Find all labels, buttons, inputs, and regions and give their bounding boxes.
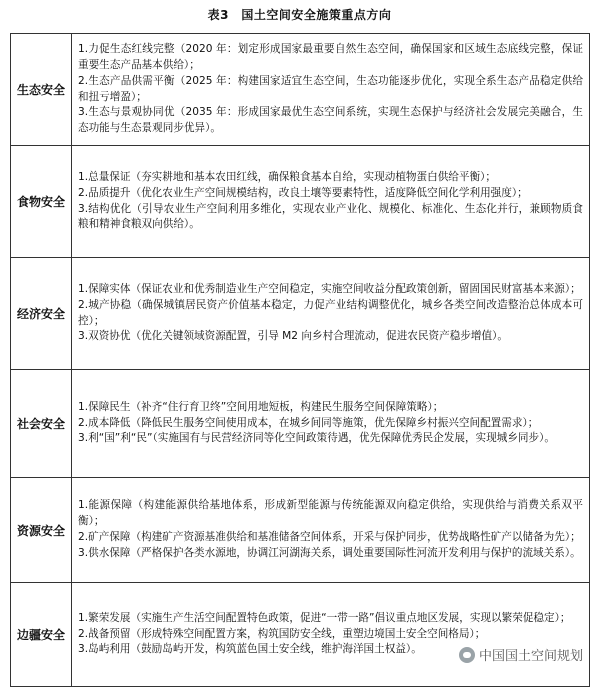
content-cell xyxy=(72,583,590,687)
table-row xyxy=(11,258,590,370)
list-item: 1.力促生态红线完整（2020 年：划定形成国家最重要自然生态空间，确保国家和区域生态底线完整，保证重要生态产品基本供给）； xyxy=(78,43,583,71)
category-cell: 边疆安全 xyxy=(11,583,72,687)
list-item: 1.保障实体（保证农业和优秀制造业生产空间稳定，实施空间收益分配政策创新，留固国民财富基本来源）； xyxy=(78,282,581,295)
list-item: 2.城产协稳（确保城镇居民资产价值基本稳定，力促产业结构调整优化，城乡各类空间改造整治总体成本可控）； xyxy=(78,298,583,327)
list-item: 1.总量保证（夯实耕地和基本农田红线，确保粮食基本自给，实现动植物蛋白供给平衡）； xyxy=(78,170,496,183)
list-item: 1.保障民生（补齐“住行育卫终”空间用地短板，构建民生服务空间保障策略）； xyxy=(78,400,444,413)
table-row xyxy=(11,478,590,583)
category-cell: 资源安全 xyxy=(11,478,72,583)
category-cell: 食物安全 xyxy=(11,146,72,258)
list-item: 3.供水保障（严格保护各类水源地，协调江河湖海关系，调处重要国际性河流开发利用与保护的流域关系）。 xyxy=(78,546,581,559)
list-item: 3.利“国”利“民”（实施国有与民营经济同等化空间政策待遇，优先保障优秀民企发展，实现城乡同步）。 xyxy=(78,432,555,445)
watermark-text: 中国国土空间规划 xyxy=(478,649,583,664)
wechat-icon xyxy=(459,647,475,663)
watermark xyxy=(455,644,587,665)
list-item: 1.能源保障（构建能源供给基地体系，形成新型能源与传统能源双向稳定供给，实现供给与消费关系双平衡）； xyxy=(78,499,583,528)
list-item: 2.战备预留（形成特殊空间配置方案，构筑国防安全线，重塑边境国土安全空间格局）； xyxy=(78,627,486,640)
list-item: 2.成本降低（降低民生服务空间使用成本，在城乡间同等施策，优先保障乡村振兴空间配置需求）； xyxy=(78,416,539,429)
content-cell xyxy=(72,370,590,478)
list-item: 3.岛屿利用（鼓励岛屿开发，构筑蓝色国土安全线，维护海洋国土权益）。 xyxy=(78,643,422,656)
list-item: 3.生态与景观协同优（2035 年：形成国家最优生态空间系统，实现生态保护与经济社会发展完美融合，生态功能与生态景观同步优异）。 xyxy=(78,106,583,135)
list-item: 3.结构优化（引导农业生产空间利用多维化，实现农业产业化、规模化、标准化、生态化并行，兼顾物质食粮和精神食粮双向供给）。 xyxy=(78,202,583,231)
table-row xyxy=(11,370,590,478)
content-cell xyxy=(72,478,590,583)
content-cell xyxy=(72,146,590,258)
category-cell: 生态安全 xyxy=(11,34,72,146)
content-cell xyxy=(72,34,590,146)
table-row xyxy=(11,146,590,258)
list-item: 2.生态产品供需平衡（2025 年：构建国家适宜生态空间，生态功能逐步优化，实现全系生态产品稳定供给和扭亏增盈）； xyxy=(78,74,583,103)
list-item: 2.品质提升（优化农业生产空间规模结构，改良土壤等要素特性，适度降低空间化学利用强度）； xyxy=(78,186,528,199)
content-cell xyxy=(72,258,590,370)
list-item: 3.双资协优（优化关键领域资源配置，引导 M2 向乡村合理流动，促进农民资产稳步增值）。 xyxy=(78,330,508,343)
table-row xyxy=(11,583,590,687)
category-cell: 经济安全 xyxy=(11,258,72,370)
list-item: 2.矿产保障（构建矿产资源基准供给和基准储备空间体系，开采与保护同步，优势战略性矿产以储备为先）； xyxy=(78,531,581,543)
table-row xyxy=(11,34,590,146)
category-cell: 社会安全 xyxy=(11,370,72,478)
list-item: 1.繁荣发展（实施生产生活空间配置特色政策，促进“一带一路”倡议重点地区发展，实现以繁荣促稳定）； xyxy=(78,611,571,624)
policy-table xyxy=(10,33,590,687)
table-caption: 表3 国土空间安全施策重点方向 xyxy=(207,8,392,22)
